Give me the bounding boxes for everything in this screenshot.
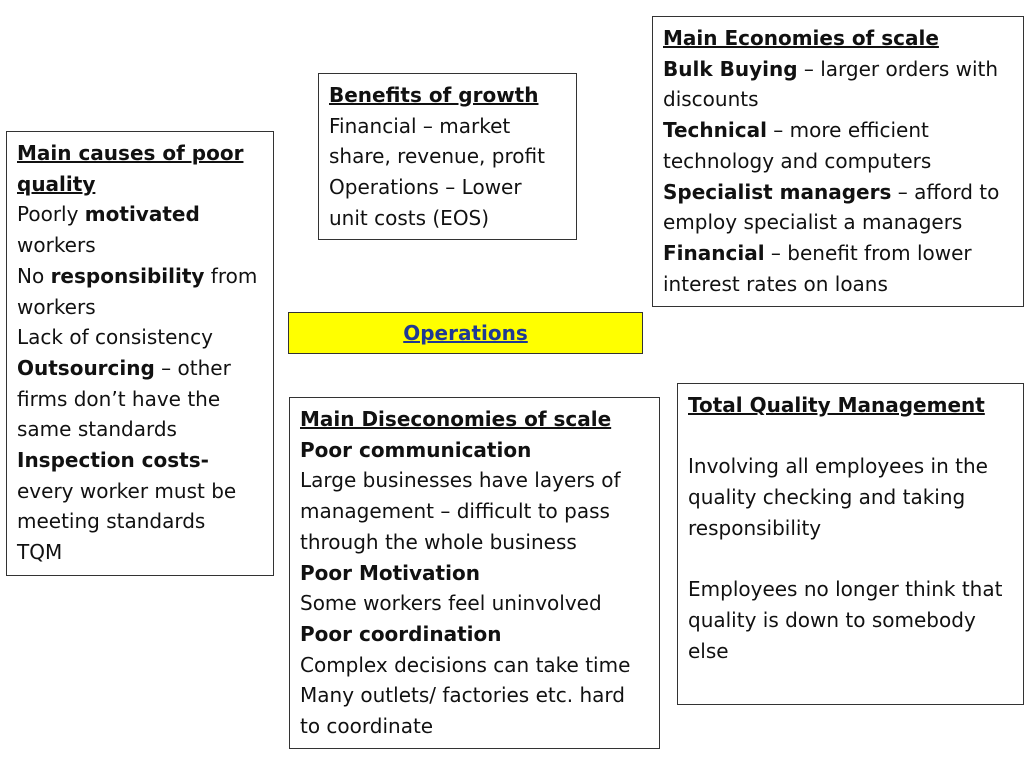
- diseconomies-heading-motivation: Poor Motivation: [300, 560, 480, 585]
- benefits-title: Benefits of growth: [329, 83, 539, 107]
- diseconomies-heading-coordination: Poor coordination: [300, 621, 502, 646]
- causes-line-consistency: Lack of consistency: [17, 325, 213, 350]
- diseconomies-text-communication: Large businesses have layers of management – difficult to pass through the whole business: [300, 468, 621, 554]
- causes-title: Main causes of poor quality: [17, 141, 244, 196]
- tqm-spacer: [688, 544, 1013, 575]
- causes-line-outsourcing: Outsourcing – other firms don’t have the same standards: [17, 355, 231, 442]
- operations-banner: [288, 312, 643, 354]
- tqm-paragraph-employees: Employees no longer think that quality is down to somebody else: [688, 577, 1003, 663]
- tqm-title: Total Quality Management: [688, 393, 985, 417]
- benefits-box: [318, 73, 577, 240]
- causes-line-responsibility: No responsibility from workers: [17, 263, 258, 319]
- diseconomies-text-decisions: Complex decisions can take time: [300, 652, 631, 677]
- economies-item: Technical – more efficient technology and computers: [663, 118, 932, 173]
- benefits-line-operations: Operations – Lower unit costs (EOS): [329, 175, 522, 230]
- diseconomies-text-outlets: Many outlets/ factories etc. hard to coordinate: [300, 683, 625, 739]
- economies-item: Bulk Buying – larger orders with discounts: [663, 56, 999, 112]
- causes-line-motivated: Poorly motivated workers: [17, 202, 200, 258]
- tqm-paragraph-involving: Involving all employees in the quality checking and taking responsibility: [688, 454, 988, 540]
- economies-item: Financial – benefit from lower interest rates on loans: [663, 240, 972, 296]
- causes-line-tqm: TQM: [17, 540, 63, 565]
- diseconomies-text-motivation: Some workers feel uninvolved: [300, 591, 602, 616]
- causes-line-inspection: Inspection costs- every worker must be meeting standards: [17, 448, 237, 534]
- economies-title: Main Economies of scale: [663, 26, 939, 50]
- economies-box: [652, 16, 1024, 307]
- operations-label: Operations: [403, 320, 528, 345]
- benefits-line-financial: Financial – market share, revenue, profit: [329, 113, 545, 169]
- causes-box: [6, 131, 274, 576]
- tqm-spacer: [688, 421, 1013, 452]
- economies-item: Specialist managers – afford to employ specialist a managers: [663, 179, 1000, 235]
- diseconomies-heading-communication: Poor communication: [300, 437, 532, 462]
- tqm-box: [677, 383, 1024, 705]
- diseconomies-box: [289, 397, 660, 749]
- diseconomies-title: Main Diseconomies of scale: [300, 407, 612, 431]
